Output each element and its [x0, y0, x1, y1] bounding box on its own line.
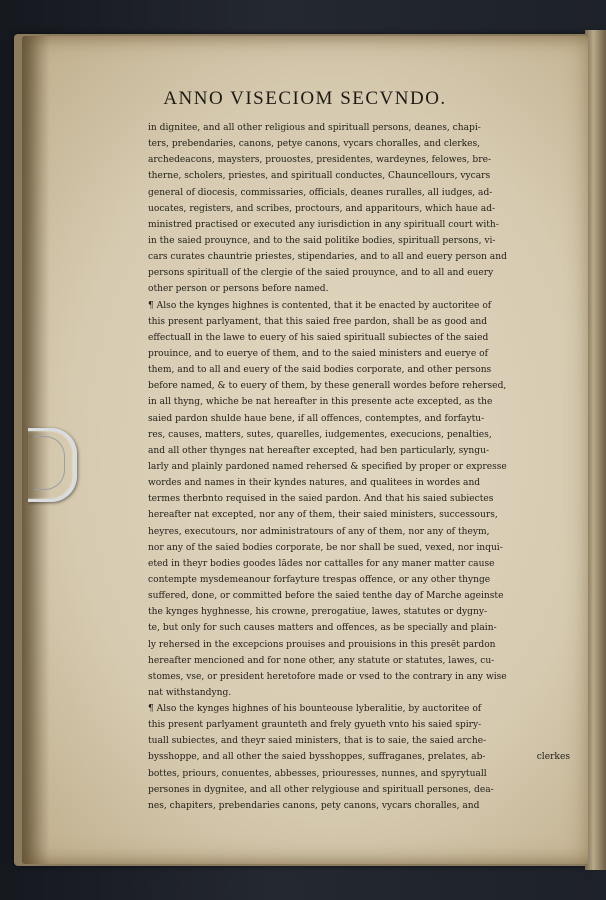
text-line: ters, prebendaries, canons, petye canons, vycars choralles, and clerkes, — [148, 139, 481, 150]
text-line: termes therbnto requised in the saied pardon. And that his saied subiectes — [148, 494, 494, 505]
text-line: in all thyng, whiche be nat hereafter in this presente acte excepted, as the — [148, 397, 493, 408]
book-clasp-inner — [34, 436, 65, 490]
text-line: bysshoppe, and all other the saied bysshoppes, suffraganes, prelates, ab- — [148, 752, 486, 763]
text-line: heyres, executours, nor administratours of any of them, nor any of theym, — [148, 526, 490, 537]
text-line: res, causes, matters, sutes, quarelles, iudgementes, execucions, penalties, — [148, 429, 492, 440]
text-line: bottes, priours, conuentes, abbesses, priouresses, nunnes, and spyrytuall — [148, 768, 487, 779]
text-line: persones in dygnitee, and all other relygiouse and spirituall persones, dea- — [148, 784, 494, 795]
text-line: therne, scholers, priestes, and spirituall conductes, Chauncellours, vycars — [148, 171, 491, 182]
text-line: ¶ Also the kynges highnes of his bounteouse lyberalitie, by auctoritee of — [148, 704, 482, 715]
text-line: nor any of the saied bodies corporate, be nor shall be sued, vexed, nor inqui- — [148, 542, 503, 553]
text-line: ly rehersed in the excepcions prouises and prouisions in this presēt pardon — [148, 639, 496, 650]
text-line: persons spirituall of the clergie of the saied prouynce, and to all and euery — [148, 268, 494, 279]
text-line: other person or persons before named. — [148, 284, 329, 295]
text-line: uocates, registers, and scribes, proctours, and apparitours, which haue ad- — [148, 203, 496, 214]
text-line: nes, chapiters, prebendaries canons, pety canons, vycars choralles, and — [148, 800, 480, 811]
text-line: this present parlyament graunteth and frely gyueth vnto his saied spiry- — [148, 720, 482, 731]
text-line: in the saied prouynce, and to the said politike bodies, spirituall persons, vi- — [148, 235, 496, 246]
page-stack-edge — [585, 30, 606, 870]
text-line: wordes and names in their kyndes natures, and qualitees in wordes and — [148, 478, 481, 489]
text-line: archedeacons, maysters, prouostes, presidentes, wardeynes, felowes, bre- — [148, 155, 492, 166]
running-head: ANNO VISECIOM SECVNDO. — [163, 88, 447, 109]
text-line: hereafter nat excepted, nor any of them, their saied ministers, successours, — [148, 510, 498, 521]
text-line: prouince, and to euerye of them, and to the saied ministers and euerye of — [148, 348, 488, 359]
text-line: ministred practised or executed any iurisdiction in any spirituall court with- — [148, 219, 499, 230]
text-line: them, and to all and euery of the said bodies corporate, and other persons — [148, 365, 492, 376]
text-line: te, but only for such causes matters and offences, as be specially and plain- — [148, 623, 497, 634]
text-line: larly and plainly pardoned named rehersed & specified by proper or expresse — [148, 461, 507, 472]
text-line: stomes, vse, or president heretofore made or vsed to the contrary in any wise — [148, 671, 507, 682]
text-line: eted in theyr bodies goodes lādes nor cattalles for any maner matter cause — [148, 558, 495, 569]
text-line: cars curates chauntrie priestes, stipendaries, and to all and euery person and — [148, 252, 507, 263]
body-text — [148, 120, 568, 814]
text-line: effectuall in the lawe to euery of his saied spirituall subiectes of the saied — [148, 332, 489, 343]
text-line: hereafter mencioned and for none other, any statute or statutes, lawes, cu- — [148, 655, 495, 666]
text-line: suffered, done, or committed before the saied tenthe day of Marche ageinste — [148, 591, 504, 602]
text-line: this present parlyament, that this saied free pardon, shall be as good and — [148, 316, 488, 327]
book-page — [22, 36, 588, 864]
text-line: general of diocesis, commissaries, officials, deanes ruralles, all iudges, ad- — [148, 187, 493, 198]
text-line: ¶ Also the kynges highnes is contented, that it be enacted by auctoritee of — [148, 300, 492, 311]
text-line: and all other thynges nat hereafter excepted, had ben particularly, syngu- — [148, 445, 490, 456]
text-line: the kynges hyghnesse, his crowne, prerogatiue, lawes, statutes or dygny- — [148, 607, 488, 618]
text-line: before named, & to euery of them, by these generall wordes before rehersed, — [148, 381, 507, 392]
text-line: nat withstandyng. — [148, 687, 232, 698]
text-line: contempte mysdemeanour forfayture trespas offence, or any other thynge — [148, 574, 491, 585]
catchword: clerkes — [536, 752, 570, 762]
text-line: saied pardon shulde haue bene, if all offences, contemptes, and forfaytu- — [148, 413, 485, 424]
text-line: in dignitee, and all other religious and spirituall persons, deanes, chapi- — [148, 123, 481, 133]
text-line: tuall subiectes, and theyr saied ministers, that is to saie, the saied arche- — [148, 736, 487, 747]
